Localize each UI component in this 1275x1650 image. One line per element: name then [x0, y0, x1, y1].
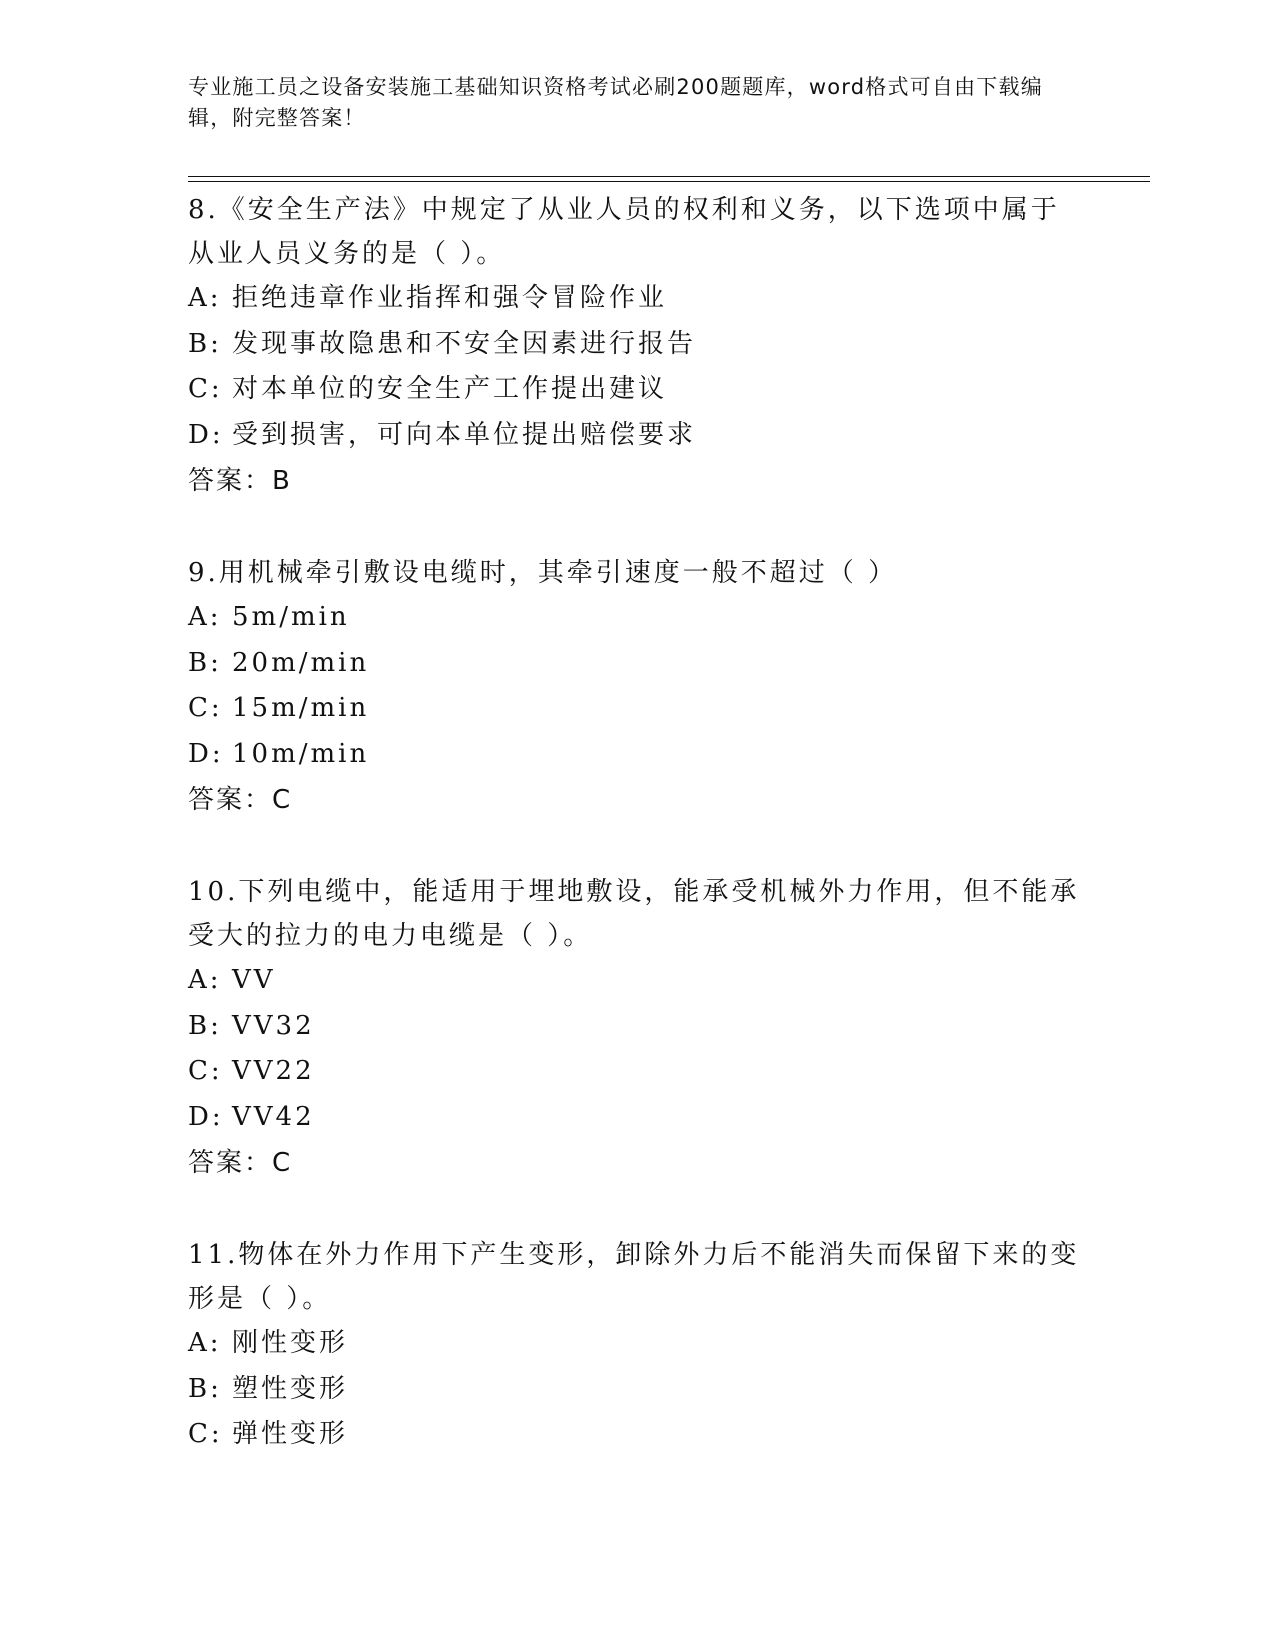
option-key: D:	[188, 419, 224, 450]
question-stem: 11.物体在外力作用下产生变形，卸除外力后不能消失而保留下来的变形是（ ）。	[188, 1240, 1080, 1314]
question-11	[188, 1233, 1088, 1458]
option-key: A:	[188, 602, 222, 632]
option-key: A:	[188, 965, 222, 995]
option-d	[188, 732, 1088, 778]
option-text: 10m/min	[232, 738, 370, 769]
option-text: 塑性变形	[232, 1373, 349, 1404]
option-d	[188, 1095, 1088, 1141]
answer: 答案：B	[188, 466, 292, 496]
option-a	[188, 276, 1088, 322]
option-key: C:	[188, 1419, 223, 1449]
question-stem: 9.用机械牵引敷设电缆时，其牵引速度一般不超过（ ）	[188, 558, 898, 588]
option-c	[188, 1049, 1088, 1095]
option-text: 15m/min	[232, 693, 370, 723]
option-text: 弹性变形	[232, 1419, 349, 1449]
option-c	[188, 367, 1088, 413]
option-key: D:	[188, 1101, 224, 1132]
question-9	[188, 551, 1088, 823]
option-c	[188, 1412, 1088, 1458]
option-text: 对本单位的安全生产工作提出建议	[232, 374, 668, 404]
option-b	[188, 322, 1088, 368]
document-header: 专业施工员之设备安装施工基础知识资格考试必刷200题题库，word格式可自由下载编辑，附完整答案！	[188, 75, 1043, 130]
option-text: 刚性变形	[232, 1328, 349, 1358]
question-10	[188, 870, 1088, 1186]
option-key: A:	[188, 1328, 222, 1358]
option-b	[188, 641, 1088, 687]
option-key: C:	[188, 374, 223, 404]
option-key: C:	[188, 1056, 223, 1086]
header-divider-bottom	[188, 181, 1150, 182]
option-d	[188, 413, 1088, 459]
option-text: VV42	[232, 1101, 315, 1132]
question-stem: 8.《安全生产法》中规定了从业人员的权利和义务，以下选项中属于从业人员义务的是（ ）。	[188, 195, 1060, 269]
option-key: C:	[188, 693, 223, 723]
option-text: VV32	[232, 1010, 315, 1041]
option-c	[188, 686, 1088, 732]
option-text: VV	[232, 965, 276, 995]
option-key: D:	[188, 738, 224, 769]
question-stem: 10.下列电缆中，能适用于埋地敷设，能承受机械外力作用，但不能承受大的拉力的电力电缆是（ ）。	[188, 877, 1080, 951]
option-b	[188, 1367, 1088, 1413]
option-text: 拒绝违章作业指挥和强令冒险作业	[232, 283, 668, 313]
option-text: 20m/min	[232, 647, 370, 678]
header-divider-top	[188, 176, 1150, 177]
option-key: B:	[188, 328, 222, 359]
option-key: B:	[188, 647, 222, 678]
answer: 答案：C	[188, 1148, 293, 1178]
option-key: B:	[188, 1373, 222, 1404]
option-key: B:	[188, 1010, 222, 1041]
option-text: 受到损害，可向本单位提出赔偿要求	[232, 419, 697, 450]
option-text: 发现事故隐患和不安全因素进行报告	[232, 328, 697, 359]
option-a	[188, 958, 1088, 1004]
option-a	[188, 1321, 1088, 1367]
question-8	[188, 188, 1088, 504]
option-text: 5m/min	[232, 602, 350, 632]
option-b	[188, 1004, 1088, 1050]
option-text: VV22	[232, 1056, 315, 1086]
answer: 答案：C	[188, 785, 293, 815]
option-a	[188, 595, 1088, 641]
option-key: A:	[188, 283, 222, 313]
